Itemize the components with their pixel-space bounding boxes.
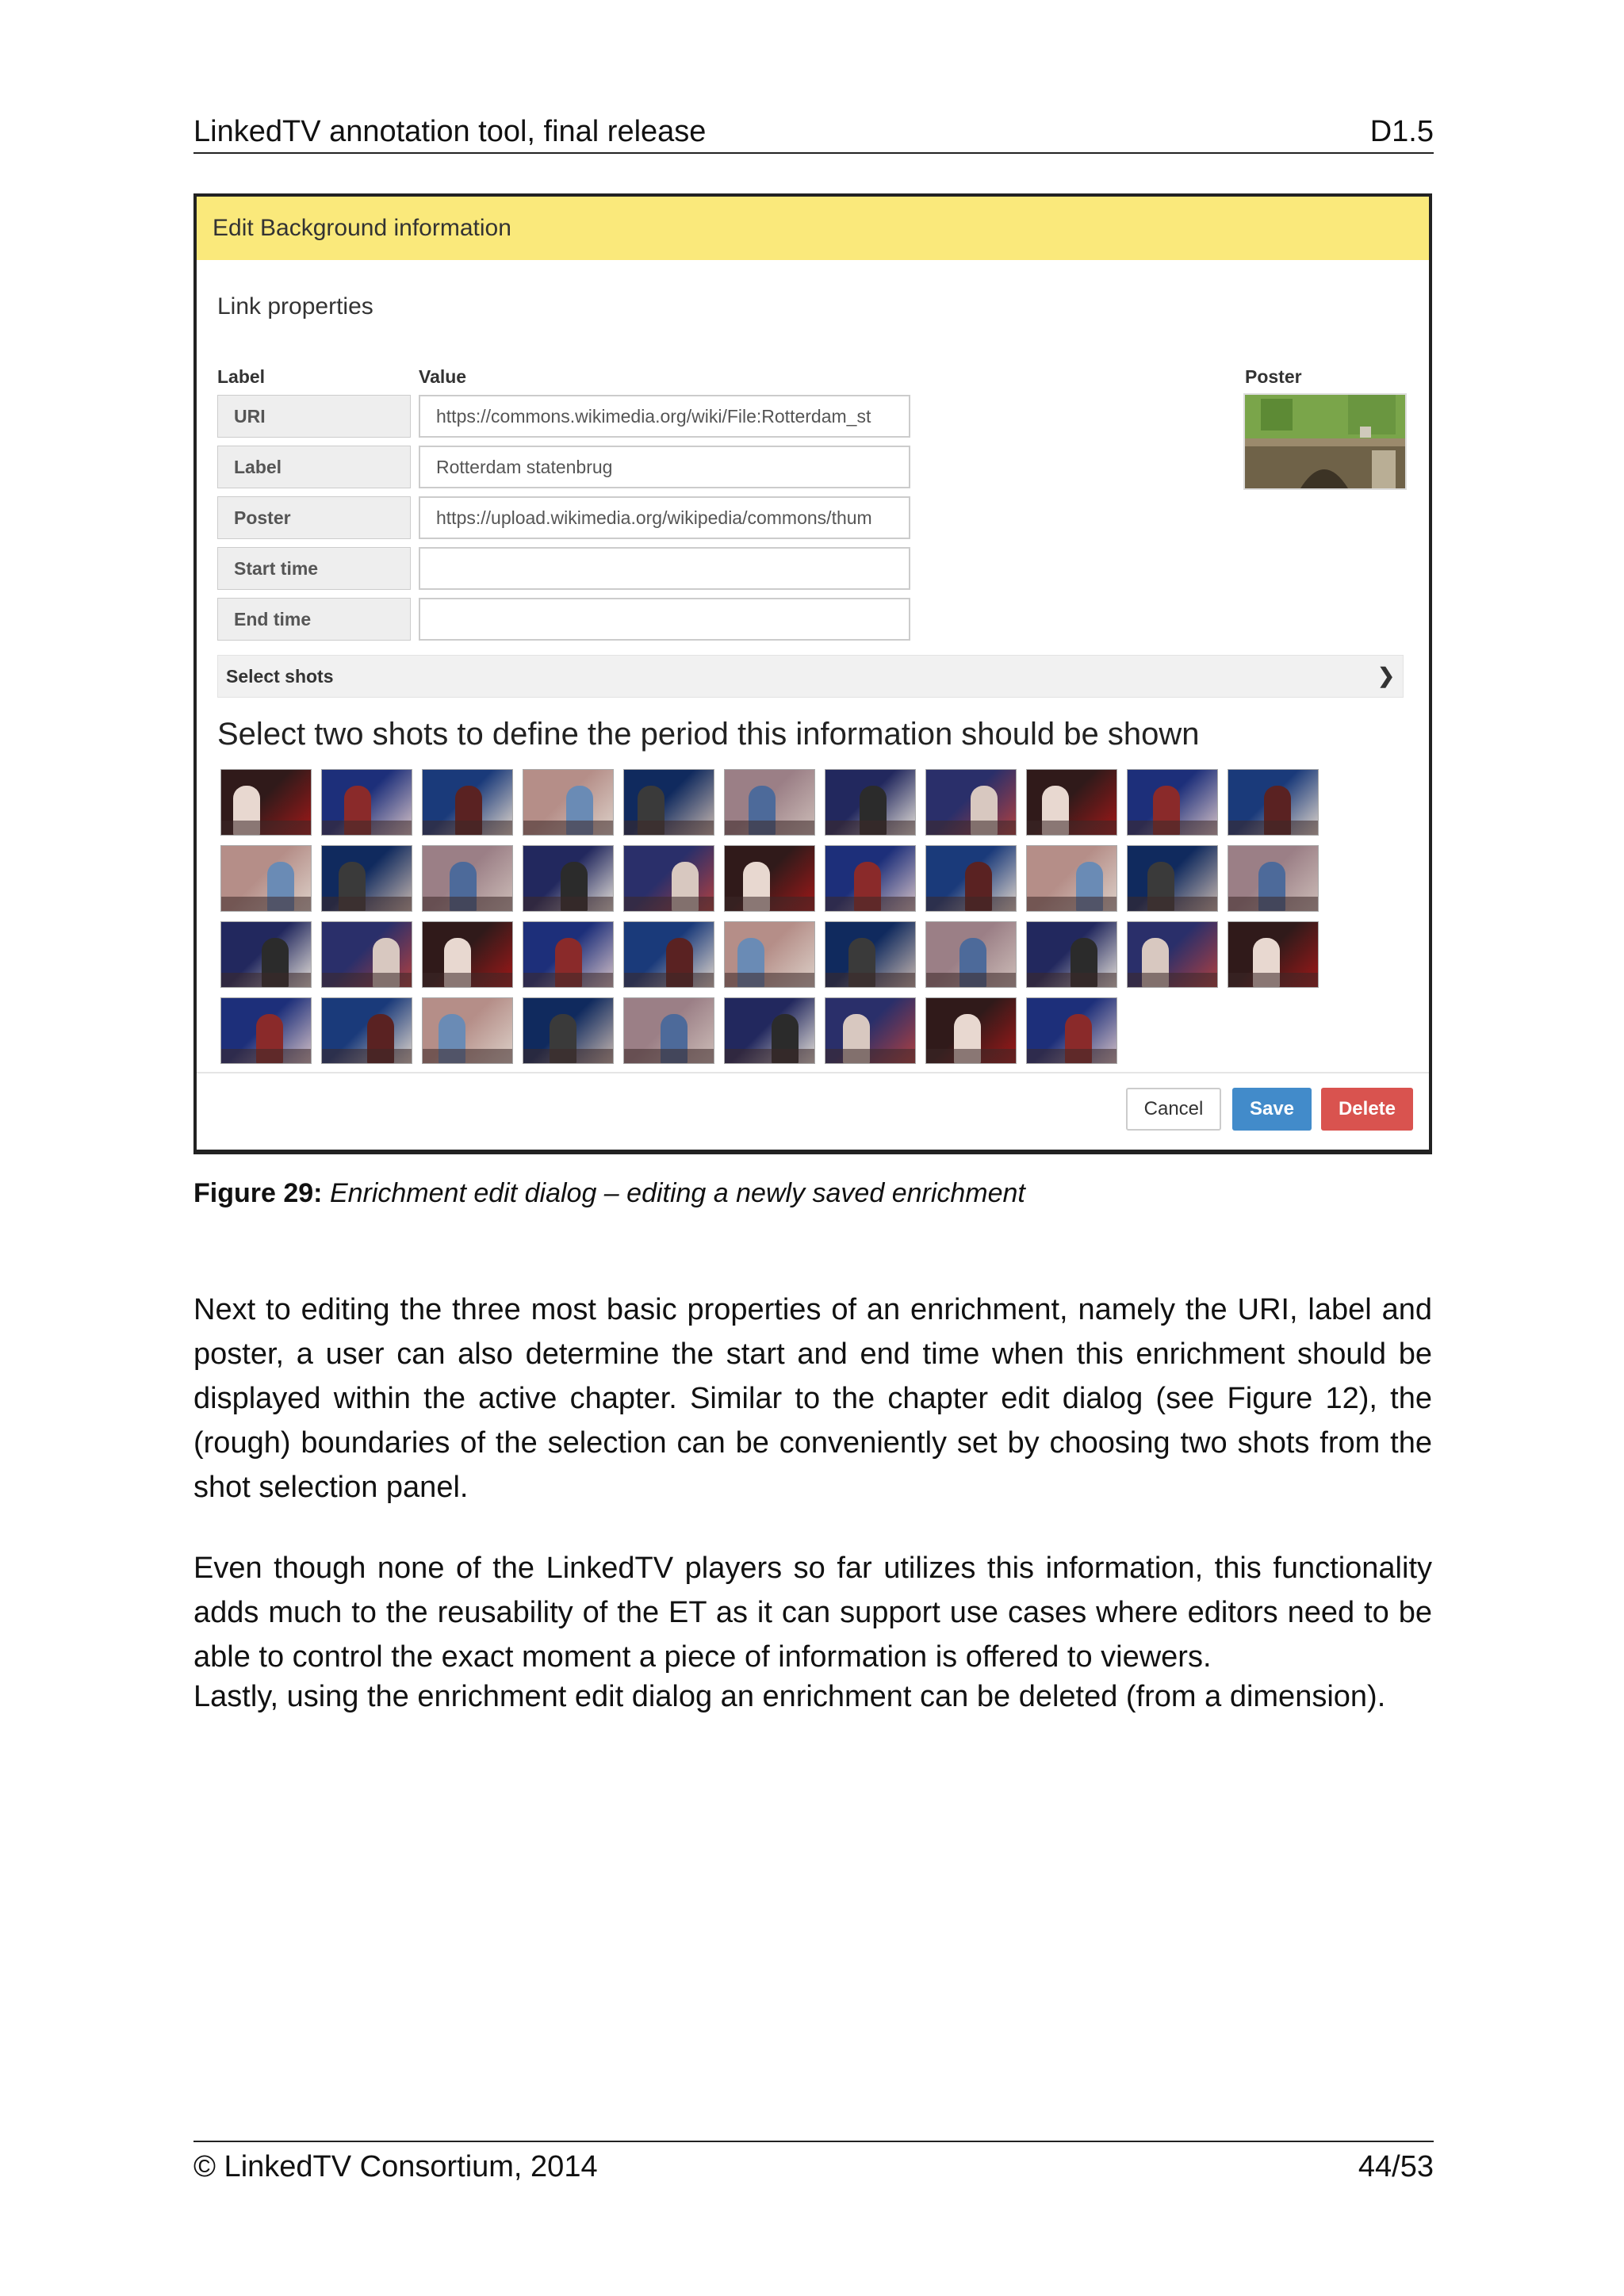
- page-header: [193, 108, 1434, 154]
- shot-thumbnail[interactable]: [321, 769, 412, 836]
- field-label-label: Label: [217, 446, 411, 488]
- shot-thumbnail[interactable]: [825, 845, 916, 912]
- shot-thumbnail[interactable]: [1127, 921, 1218, 988]
- shot-thumbnail[interactable]: [220, 997, 312, 1064]
- shot-thumbnail[interactable]: [1026, 997, 1117, 1064]
- end-time-input[interactable]: [419, 598, 910, 641]
- page-number: 44/53: [1358, 2150, 1434, 2183]
- start-time-input[interactable]: [419, 547, 910, 590]
- shot-thumbnail[interactable]: [724, 997, 815, 1064]
- shot-thumbnail[interactable]: [523, 845, 614, 912]
- shot-thumbnail[interactable]: [925, 997, 1017, 1064]
- shot-thumbnail[interactable]: [623, 845, 714, 912]
- figure-screenshot: [193, 193, 1432, 1154]
- body-paragraph-2: Even though none of the LinkedTV players so far utilizes this information, this functionality adds much to the reusability of the ET as it can support use cases where editors need to be able to control the exact moment a piece of information is offered to viewers.: [193, 1552, 1432, 1674]
- body-paragraph-3: Lastly, using the enrichment edit dialog an enrichment can be deleted (from a dimension).: [193, 1680, 1386, 1713]
- shot-thumbnail[interactable]: [1026, 769, 1117, 836]
- delete-button[interactable]: Delete: [1321, 1088, 1413, 1131]
- caption-label: Figure 29:: [193, 1178, 323, 1208]
- shot-thumbnail[interactable]: [321, 921, 412, 988]
- shot-thumbnail[interactable]: [925, 845, 1017, 912]
- label-input[interactable]: Rotterdam statenbrug: [419, 446, 910, 488]
- section-title: Link properties: [217, 293, 373, 320]
- page-footer: [193, 2141, 1434, 2184]
- shot-thumbnail[interactable]: [422, 997, 513, 1064]
- shot-thumbnail[interactable]: [724, 769, 815, 836]
- uri-input[interactable]: https://commons.wikimedia.org/wiki/File:Rotterdam_st: [419, 395, 910, 438]
- shot-thumbnail[interactable]: [523, 769, 614, 836]
- dialog-title: Edit Background information: [197, 197, 1429, 260]
- chevron-down-icon: ❯: [1377, 664, 1395, 687]
- column-header-value: Value: [419, 366, 467, 387]
- select-shots-dropdown[interactable]: [217, 655, 1404, 698]
- body-paragraph-1: Next to editing the three most basic properties of an enrichment, namely the URI, label and poster, a user can also determine the start and end time when this enrichment should be displayed within the active chapter. Similar to the chapter edit dialog (see Figure 12), the (rough) boundaries of the selection can be conveniently set by choosing two shots from the shot selection panel.: [193, 1293, 1432, 1504]
- field-label-poster: Poster: [217, 496, 411, 539]
- footer-copyright: © LinkedTV Consortium, 2014: [193, 2150, 598, 2183]
- shot-thumbnail[interactable]: [523, 997, 614, 1064]
- shot-thumbnail[interactable]: [220, 769, 312, 836]
- shot-thumbnail[interactable]: [321, 845, 412, 912]
- select-shots-label: Select shots: [226, 665, 334, 687]
- save-button[interactable]: Save: [1232, 1088, 1312, 1131]
- shot-thumbnail[interactable]: [422, 845, 513, 912]
- shot-thumbnail[interactable]: [825, 921, 916, 988]
- caption-text: Enrichment edit dialog – editing a newly saved enrichment: [329, 1178, 1025, 1208]
- shot-thumbnail[interactable]: [1026, 845, 1117, 912]
- dialog-footer: [197, 1072, 1429, 1150]
- shots-instruction: Select two shots to define the period this information should be shown: [217, 717, 1200, 752]
- shot-thumbnail[interactable]: [422, 769, 513, 836]
- shot-thumbnail[interactable]: [1127, 845, 1218, 912]
- shot-thumbnail[interactable]: [825, 769, 916, 836]
- field-label-end-time: End time: [217, 598, 411, 641]
- shot-thumbnail[interactable]: [523, 921, 614, 988]
- shot-thumbnail[interactable]: [825, 997, 916, 1064]
- shot-thumbnail[interactable]: [220, 845, 312, 912]
- shot-thumbnail[interactable]: [1228, 921, 1319, 988]
- shot-thumbnail[interactable]: [724, 921, 815, 988]
- shot-thumbnail[interactable]: [724, 845, 815, 912]
- figure-caption: [193, 1178, 1025, 1209]
- shot-thumbnail[interactable]: [1026, 921, 1117, 988]
- field-label-start-time: Start time: [217, 547, 411, 590]
- header-doc-id: D1.5: [1369, 115, 1434, 148]
- poster-input[interactable]: https://upload.wikimedia.org/wikipedia/commons/thum: [419, 496, 910, 539]
- shot-thumbnail[interactable]: [623, 769, 714, 836]
- cancel-button[interactable]: Cancel: [1126, 1088, 1221, 1131]
- column-header-label: Label: [217, 366, 266, 387]
- shot-thumbnail[interactable]: [422, 921, 513, 988]
- shot-thumbnail[interactable]: [925, 769, 1017, 836]
- shot-thumbnail[interactable]: [1127, 769, 1218, 836]
- edit-background-dialog: [197, 197, 1429, 1150]
- column-header-poster: Poster: [1245, 366, 1302, 387]
- dialog-body: [197, 293, 1429, 1110]
- shot-thumbnail[interactable]: [623, 921, 714, 988]
- shot-thumbnail[interactable]: [1228, 845, 1319, 912]
- header-title: LinkedTV annotation tool, final release: [193, 115, 707, 148]
- poster-image: [1243, 393, 1407, 490]
- shot-thumbnail[interactable]: [925, 921, 1017, 988]
- shot-thumbnail[interactable]: [220, 921, 312, 988]
- shot-thumbnail[interactable]: [623, 997, 714, 1064]
- shot-grid: [220, 769, 1319, 1064]
- shot-thumbnail[interactable]: [1228, 769, 1319, 836]
- shot-thumbnail[interactable]: [321, 997, 412, 1064]
- field-label-uri: URI: [217, 395, 411, 438]
